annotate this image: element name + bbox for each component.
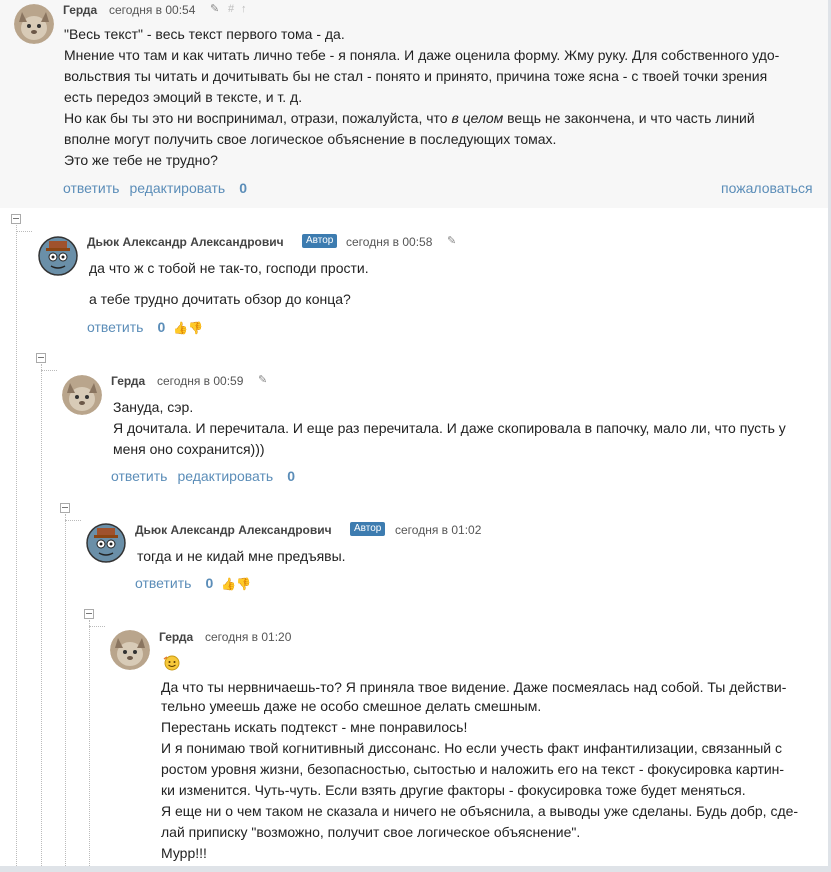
comment-date[interactable]: сегодня в 01:02: [395, 523, 482, 537]
comment-date[interactable]: сегодня в 01:20: [205, 630, 292, 644]
comment-text-line: Я еще ни о чем таком не сказала и ничего не объяснила, а выводы уже сделаны. Будь добр, сде-: [161, 803, 799, 819]
comment-actions: [111, 468, 295, 484]
comment-text-line: вольствия ты читать и дочитывать бы не стал - понято и принято, причина тоже ясна - с твоей точки зрения: [64, 68, 768, 84]
comment-date[interactable]: сегодня в 00:58: [346, 235, 433, 249]
comment-text-line: "Весь текст" - весь текст первого тома - да.: [64, 26, 345, 42]
comment-text-line: Это же тебе не трудно?: [64, 152, 218, 168]
comment-author[interactable]: Герда: [111, 374, 146, 388]
collapse-toggle[interactable]: [60, 503, 70, 513]
reply-link[interactable]: ответить: [111, 468, 168, 484]
report-link-wrap: [721, 180, 813, 196]
text-fragment: вещь не закончена, и что часть линий: [503, 110, 755, 126]
comment-author[interactable]: Дьюк Александр Александрович: [87, 235, 284, 249]
hash-icon[interactable]: #: [228, 3, 235, 15]
comment-author[interactable]: Дьюк Александр Александрович: [135, 523, 332, 537]
comment-text-line: вполне могут получить свое логическое объяснение в последующих томах.: [64, 131, 557, 147]
smiley-icon: [162, 654, 182, 672]
pencil-icon[interactable]: ✎: [447, 235, 457, 247]
comment-text-line: Мнение что там и как читать лично тебе - я поняла. И даже оценила форму. Жму руку. Для собственного удо-: [64, 47, 780, 63]
pencil-icon[interactable]: ✎: [210, 3, 220, 15]
thread-branch: [16, 231, 32, 232]
comment-text-line: Да что ты нервничаешь-то? Я приняла твое видение. Даже посмеялась над собой. Ты действи-: [161, 679, 787, 695]
comment-text-line: Зануда, сэр.: [113, 399, 194, 415]
avatar-duke[interactable]: [86, 523, 126, 563]
avatar-gerda[interactable]: [110, 630, 150, 670]
comment-text-line: ки изменится. Чуть-чуть. Если взять другие факторы - фокусировка тоже будет меняться.: [161, 782, 746, 798]
avatar-duke[interactable]: [38, 236, 78, 276]
thread-branch: [89, 626, 105, 627]
comment-actions: [135, 575, 251, 591]
thread-line: [16, 225, 17, 872]
comment-text-line: тогда и не кидай мне предъявы.: [137, 548, 346, 564]
thread-line: [65, 514, 66, 872]
comment-text-line: лай приписку "возможно, получит свое логическое объяснение".: [161, 824, 581, 840]
thread-line: [41, 364, 42, 872]
rating-count: 0: [157, 319, 166, 335]
reply-link[interactable]: ответить: [87, 319, 144, 335]
comment-text-line: есть передоз эмоций в тексте, и т. д.: [64, 89, 303, 105]
thread-branch: [41, 370, 57, 371]
avatar-gerda[interactable]: [14, 4, 54, 44]
comment-actions: [87, 319, 203, 335]
comment-text-line: Перестань искать подтекст - мне понравилось!: [161, 719, 468, 735]
author-badge: Автор: [302, 234, 337, 248]
reply-link[interactable]: ответить: [63, 180, 120, 196]
thread-line: [89, 620, 90, 872]
avatar-gerda[interactable]: [62, 375, 102, 415]
thumbs-vote-icon[interactable]: 👍👎: [221, 577, 252, 591]
comment-text-line: ростом уровня жизни, безопасностью, сытостью и наложить его на текст - фокусировка картин-: [161, 761, 785, 777]
comment-text-line: Я дочитала. И перечитала. И еще раз перечитала. И даже скопировала в папочку, мало ли, что пусть у: [113, 420, 786, 436]
comment-text-line: Мурр!!!: [161, 845, 207, 861]
rating-count: 0: [205, 575, 214, 591]
thread-branch: [65, 520, 81, 521]
comment-date[interactable]: сегодня в 00:54: [109, 3, 196, 17]
author-badge: Автор: [350, 522, 385, 536]
comment-text-line: да что ж с тобой не так-то, господи прости.: [89, 260, 369, 276]
comment-text-line: меня оно сохранится))): [113, 441, 265, 457]
collapse-toggle[interactable]: [36, 353, 46, 363]
reply-link[interactable]: ответить: [135, 575, 192, 591]
edit-link[interactable]: редактировать: [177, 468, 274, 484]
rating-count: 0: [239, 180, 248, 196]
comment-text-line: а тебе трудно дочитать обзор до конца?: [89, 291, 351, 307]
comment-text-line: И я понимаю твой когнитивный диссонанс. Но если учесть факт инфантилизации, связанный с: [161, 740, 782, 756]
collapse-toggle[interactable]: [11, 214, 21, 224]
arrow-up-icon[interactable]: ↑: [241, 3, 247, 15]
pencil-icon[interactable]: ✎: [258, 374, 268, 386]
comment-author[interactable]: Герда: [159, 630, 194, 644]
italic-text: в целом: [451, 110, 504, 126]
edit-link[interactable]: редактировать: [129, 180, 226, 196]
text-fragment: Но как бы ты это ни воспринимал, отрази, пожалуйста, что: [64, 110, 452, 126]
rating-count: 0: [287, 468, 296, 484]
comment-author[interactable]: Герда: [63, 3, 98, 17]
collapse-toggle[interactable]: [84, 609, 94, 619]
comment-text-line: тельно умеешь даже не особо смешное делать смешным.: [161, 698, 542, 714]
comment-date[interactable]: сегодня в 00:59: [157, 374, 244, 388]
bottom-border: [0, 866, 831, 872]
report-link[interactable]: пожаловаться: [721, 180, 813, 196]
thumbs-vote-icon[interactable]: 👍👎: [173, 321, 204, 335]
comment-text-line: [64, 108, 755, 129]
comment-actions: [63, 180, 247, 196]
